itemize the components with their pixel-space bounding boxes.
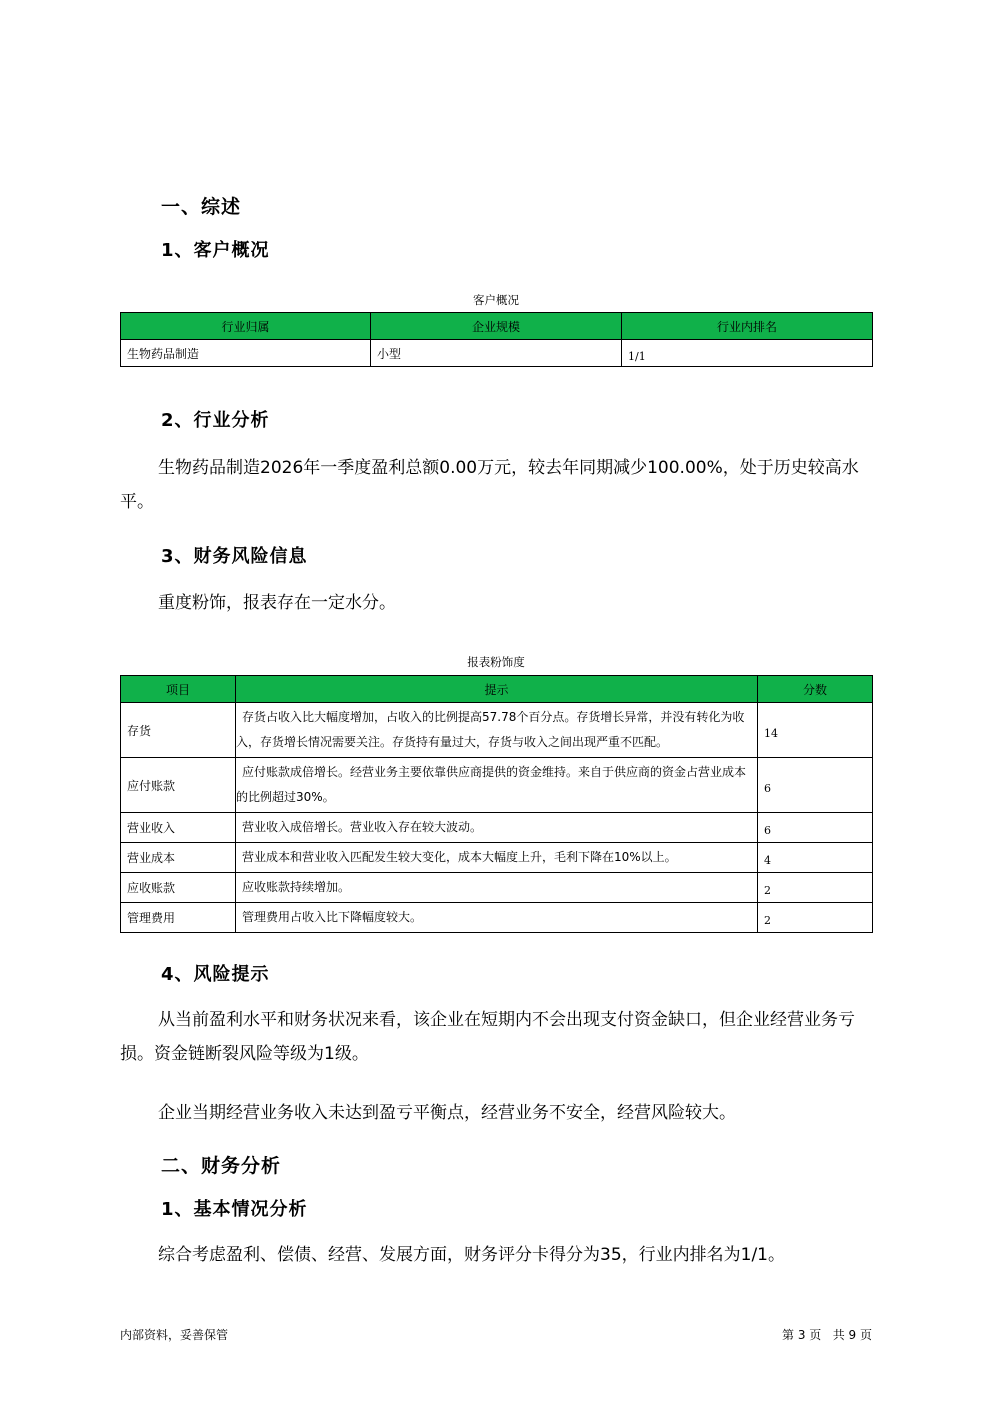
whitewash-table — [120, 675, 873, 933]
table-row — [121, 703, 873, 758]
cell-hint: 管理费用占收入比下降幅度较大。 — [242, 910, 423, 924]
cell-score: 14 — [758, 703, 873, 758]
table-row — [121, 903, 873, 933]
cell-scale: 小型 — [371, 340, 622, 367]
table-row — [121, 843, 873, 873]
cell-hint: 营业成本和营业收入匹配发生较大变化，成本大幅度上升，毛利下降在10%以上。 — [242, 850, 677, 864]
financial-risk-text: 重度粉饰，报表存在一定水分。 — [158, 593, 396, 613]
cell-hint: 应收账款持续增加。 — [242, 880, 351, 894]
client-table — [120, 312, 873, 367]
cell-rank: 1/1 — [622, 340, 873, 367]
section-title-financial-analysis: 二、财务分析 — [161, 1155, 282, 1177]
cell-score: 2 — [758, 903, 873, 933]
industry-analysis-text: 生物药品制造2026年一季度盈利总额0.00万元，较去年同期减少100.00%，处于历史较高水平。 — [120, 458, 859, 512]
risk-tips-paragraph-1: 从当前盈利水平和财务状况来看，该企业在短期内不会出现支付资金缺口，但企业经营业务亏损。资金链断裂风险等级为1级。 — [120, 1010, 855, 1064]
column-header: 项目 — [121, 676, 236, 703]
heading-risk-tips: 4、风险提示 — [161, 964, 270, 985]
cell-item: 应收账款 — [121, 873, 236, 903]
table-header-row — [121, 313, 873, 340]
footer-confidential-note: 内部资料，妥善保管 — [120, 1328, 229, 1342]
cell-hint: 应付账款成倍增长。经营业务主要依靠供应商提供的资金维持。来自于供应商的资金占营业成本的比例超过30%。 — [236, 765, 747, 804]
column-header: 企业规模 — [371, 313, 622, 340]
table-caption-whitewash: 报表粉饰度 — [467, 655, 525, 669]
table-row — [121, 813, 873, 843]
table-header-row — [121, 676, 873, 703]
cell-score: 4 — [758, 843, 873, 873]
heading-industry-analysis: 2、行业分析 — [161, 410, 270, 431]
column-header: 提示 — [236, 676, 758, 703]
table-row — [121, 873, 873, 903]
heading-client-overview: 1、客户概况 — [161, 240, 270, 261]
table-row — [121, 340, 873, 367]
cell-score: 6 — [758, 758, 873, 813]
column-header: 行业内排名 — [622, 313, 873, 340]
cell-item: 应付账款 — [121, 758, 236, 813]
table-caption-client: 客户概况 — [473, 293, 519, 307]
column-header: 行业归属 — [121, 313, 371, 340]
cell-item: 管理费用 — [121, 903, 236, 933]
table-row — [121, 758, 873, 813]
heading-basic-analysis: 1、基本情况分析 — [161, 1199, 308, 1220]
cell-hint: 存货占收入比大幅度增加，占收入的比例提高57.78个百分点。存货增长异常，并没有转化为收入，存货增长情况需要关注。存货持有量过大，存货与收入之间出现严重不匹配。 — [236, 710, 745, 749]
column-header: 分数 — [758, 676, 873, 703]
basic-analysis-text: 综合考虑盈利、偿债、经营、发展方面，财务评分卡得分为35，行业内排名为1/1。 — [158, 1245, 785, 1265]
cell-score: 6 — [758, 813, 873, 843]
cell-item: 存货 — [121, 703, 236, 758]
cell-industry: 生物药品制造 — [121, 340, 371, 367]
cell-item: 营业成本 — [121, 843, 236, 873]
cell-hint: 营业收入成倍增长。营业收入存在较大波动。 — [242, 820, 483, 834]
cell-score: 2 — [758, 873, 873, 903]
section-title-overview: 一、综述 — [161, 196, 242, 218]
risk-tips-paragraph-2: 企业当期经营业务收入未达到盈亏平衡点，经营业务不安全，经营风险较大。 — [158, 1103, 736, 1123]
cell-item: 营业收入 — [121, 813, 236, 843]
heading-financial-risk: 3、财务风险信息 — [161, 546, 308, 567]
footer-page-number: 第 3 页 共 9 页 — [782, 1328, 872, 1342]
